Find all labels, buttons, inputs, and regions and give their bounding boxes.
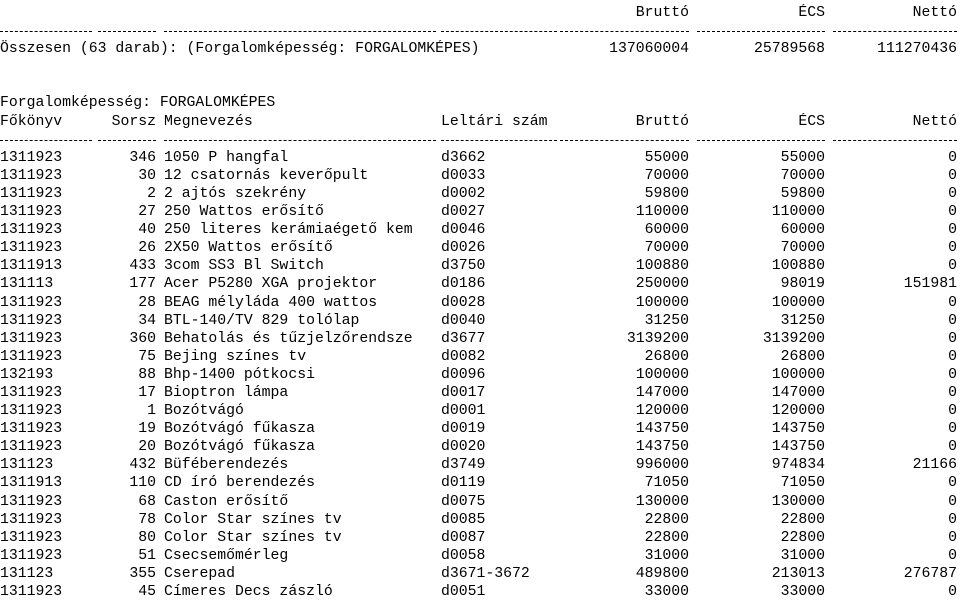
cell-sorsz: 34 <box>138 312 156 329</box>
cell-sorsz: 433 <box>129 258 156 275</box>
cell-sorsz: 17 <box>138 384 156 401</box>
table-row <box>0 565 960 583</box>
cell-fokonyv: 1311923 <box>0 330 63 347</box>
cell-brutto: 120000 <box>635 403 689 420</box>
cell-sorsz: 68 <box>138 493 156 510</box>
cell-brutto: 147000 <box>635 384 689 401</box>
cell-megnevezes: Cserepad <box>164 565 236 582</box>
cell-leltari: d0001 <box>441 403 486 420</box>
summary-separator-line <box>0 22 960 40</box>
cell-ecs: 110000 <box>771 204 825 221</box>
cell-ecs: 98019 <box>780 276 825 293</box>
cell-fokonyv: 1311923 <box>0 312 63 329</box>
summary-brutto: 137060004 <box>609 41 689 58</box>
cell-ecs: 120000 <box>771 403 825 420</box>
cell-netto: 0 <box>948 312 957 329</box>
cell-megnevezes: Bozótvágó fűkasza <box>164 439 315 456</box>
cell-ecs: 100000 <box>771 366 825 383</box>
cell-sorsz: 1 <box>147 403 156 420</box>
cell-leltari: d3671-3672 <box>441 565 530 582</box>
cell-ecs: 31250 <box>780 312 825 329</box>
cell-sorsz: 346 <box>129 149 156 166</box>
cell-megnevezes: Címeres Decs zászló <box>164 584 333 600</box>
cell-megnevezes: 250 literes kerámiaégető kem <box>164 222 413 239</box>
cell-fokonyv: 1311923 <box>0 421 63 438</box>
cell-megnevezes: Behatolás és tűzjelzőrendsze <box>164 330 413 347</box>
cell-brutto: 130000 <box>635 493 689 510</box>
cell-netto: 0 <box>948 584 957 600</box>
cell-megnevezes: BTL-140/TV 829 tolólap <box>164 312 360 329</box>
table-row <box>0 384 960 402</box>
cell-megnevezes: Csecsemőmérleg <box>164 547 289 564</box>
separator-dash <box>833 31 957 32</box>
cell-sorsz: 88 <box>138 366 156 383</box>
cell-leltari: d0033 <box>441 167 486 184</box>
cell-fokonyv: 1311923 <box>0 511 63 528</box>
section-title-line <box>0 94 960 112</box>
table-row <box>0 456 960 474</box>
cell-fokonyv: 131113 <box>0 276 54 293</box>
column-header-brutto: Bruttó <box>635 113 689 130</box>
column-separator-line <box>0 131 960 149</box>
cell-fokonyv: 1311913 <box>0 475 63 492</box>
cell-brutto: 26800 <box>644 348 689 365</box>
table-row <box>0 583 960 601</box>
cell-megnevezes: 250 Wattos erősítő <box>164 204 324 221</box>
cell-brutto: 60000 <box>644 222 689 239</box>
cell-leltari: d0020 <box>441 439 486 456</box>
cell-netto: 0 <box>948 384 957 401</box>
cell-megnevezes: 12 csatornás keverőpult <box>164 167 369 184</box>
cell-leltari: d3677 <box>441 330 486 347</box>
cell-fokonyv: 1311923 <box>0 149 63 166</box>
cell-ecs: 55000 <box>780 149 825 166</box>
cell-leltari: d3749 <box>441 457 486 474</box>
column-header-sorsz: Sorsz <box>111 113 156 130</box>
column-header-netto: Nettó <box>912 113 957 130</box>
cell-leltari: d0058 <box>441 547 486 564</box>
cell-leltari: d3750 <box>441 258 486 275</box>
table-row <box>0 167 960 185</box>
table-row <box>0 474 960 492</box>
cell-ecs: 143750 <box>771 421 825 438</box>
cell-fokonyv: 1311923 <box>0 403 63 420</box>
cell-megnevezes: 1050 P hangfal <box>164 149 289 166</box>
separator-dash <box>833 140 957 141</box>
cell-ecs: 143750 <box>771 439 825 456</box>
summary-header-ecs: ÉCS <box>798 5 825 21</box>
cell-fokonyv: 1311923 <box>0 240 63 257</box>
separator-dash <box>441 140 557 141</box>
cell-fokonyv: 1311923 <box>0 294 63 311</box>
separator-dash <box>697 31 825 32</box>
cell-brutto: 22800 <box>644 511 689 528</box>
cell-sorsz: 360 <box>129 330 156 347</box>
cell-leltari: d0085 <box>441 511 486 528</box>
cell-brutto: 3139200 <box>626 330 689 347</box>
cell-fokonyv: 1311923 <box>0 167 63 184</box>
cell-sorsz: 177 <box>129 276 156 293</box>
cell-sorsz: 20 <box>138 439 156 456</box>
table-row <box>0 493 960 511</box>
cell-netto: 0 <box>948 348 957 365</box>
cell-leltari: d0096 <box>441 366 486 383</box>
cell-brutto: 59800 <box>644 185 689 202</box>
cell-megnevezes: BEAG mélyláda 400 wattos <box>164 294 378 311</box>
cell-brutto: 250000 <box>635 276 689 293</box>
cell-leltari: d0119 <box>441 475 486 492</box>
summary-header-line <box>0 4 960 22</box>
cell-ecs: 22800 <box>780 511 825 528</box>
cell-netto: 0 <box>948 258 957 275</box>
cell-netto: 0 <box>948 547 957 564</box>
cell-leltari: d0017 <box>441 384 486 401</box>
cell-sorsz: 28 <box>138 294 156 311</box>
summary-header-brutto: Bruttó <box>635 5 689 21</box>
cell-ecs: 70000 <box>780 167 825 184</box>
table-row <box>0 330 960 348</box>
column-header-fokonyv: Főkönyv <box>0 113 63 130</box>
cell-fokonyv: 1311923 <box>0 439 63 456</box>
separator-dash <box>560 140 689 141</box>
table-row <box>0 348 960 366</box>
cell-brutto: 33000 <box>644 584 689 600</box>
cell-netto: 21166 <box>912 457 957 474</box>
separator-dash <box>697 140 825 141</box>
column-header-megnevezes: Megnevezés <box>164 113 253 130</box>
cell-megnevezes: 2 ajtós szekrény <box>164 185 307 202</box>
cell-fokonyv: 1311923 <box>0 547 63 564</box>
cell-sorsz: 355 <box>129 565 156 582</box>
separator-dash <box>98 140 156 141</box>
cell-fokonyv: 1311923 <box>0 348 63 365</box>
spacer <box>0 58 960 76</box>
column-header-leltari: Leltári szám <box>441 113 548 130</box>
cell-netto: 0 <box>948 149 957 166</box>
cell-ecs: 71050 <box>780 475 825 492</box>
cell-sorsz: 30 <box>138 167 156 184</box>
separator-dash <box>560 31 689 32</box>
cell-megnevezes: Bhp-1400 pótkocsi <box>164 366 315 383</box>
cell-leltari: d0082 <box>441 348 486 365</box>
cell-netto: 0 <box>948 511 957 528</box>
cell-megnevezes: Bioptron lámpa <box>164 384 289 401</box>
cell-leltari: d0075 <box>441 493 486 510</box>
cell-sorsz: 78 <box>138 511 156 528</box>
cell-sorsz: 110 <box>129 475 156 492</box>
cell-leltari: d0046 <box>441 222 486 239</box>
table-row <box>0 312 960 330</box>
cell-brutto: 143750 <box>635 421 689 438</box>
table-row <box>0 366 960 384</box>
cell-sorsz: 27 <box>138 204 156 221</box>
cell-netto: 0 <box>948 529 957 546</box>
cell-ecs: 130000 <box>771 493 825 510</box>
table-row <box>0 203 960 221</box>
cell-megnevezes: Acer P5280 XGA projektor <box>164 276 378 293</box>
cell-ecs: 26800 <box>780 348 825 365</box>
cell-leltari: d0027 <box>441 204 486 221</box>
cell-netto: 0 <box>948 167 957 184</box>
cell-megnevezes: CD író berendezés <box>164 475 315 492</box>
cell-brutto: 489800 <box>635 565 689 582</box>
cell-sorsz: 45 <box>138 584 156 600</box>
cell-megnevezes: Bozótvágó fűkasza <box>164 421 315 438</box>
cell-brutto: 70000 <box>644 167 689 184</box>
cell-netto: 0 <box>948 330 957 347</box>
cell-ecs: 213013 <box>771 565 825 582</box>
cell-ecs: 3139200 <box>762 330 825 347</box>
section-title: Forgalomképesség: FORGALOMKÉPES <box>0 95 276 112</box>
table-row <box>0 529 960 547</box>
cell-ecs: 147000 <box>771 384 825 401</box>
summary-label: Összesen (63 darab): (Forgalomképesség: FORGALOMKÉPES) <box>0 41 480 58</box>
cell-leltari: d0028 <box>441 294 486 311</box>
cell-leltari: d0087 <box>441 529 486 546</box>
cell-brutto: 70000 <box>644 240 689 257</box>
table-row <box>0 149 960 167</box>
cell-ecs: 22800 <box>780 529 825 546</box>
cell-brutto: 143750 <box>635 439 689 456</box>
table-body <box>0 149 960 601</box>
cell-netto: 0 <box>948 294 957 311</box>
cell-ecs: 59800 <box>780 185 825 202</box>
cell-sorsz: 19 <box>138 421 156 438</box>
cell-brutto: 71050 <box>644 475 689 492</box>
column-header-row <box>0 113 960 131</box>
cell-megnevezes: 3com SS3 Bl Switch <box>164 258 324 275</box>
summary-ecs: 25789568 <box>753 41 825 58</box>
cell-leltari: d0040 <box>441 312 486 329</box>
cell-megnevezes: Büféberendezés <box>164 457 289 474</box>
cell-netto: 276787 <box>903 565 957 582</box>
cell-brutto: 100000 <box>635 366 689 383</box>
cell-brutto: 100000 <box>635 294 689 311</box>
cell-ecs: 100880 <box>771 258 825 275</box>
cell-netto: 0 <box>948 493 957 510</box>
cell-ecs: 31000 <box>780 547 825 564</box>
cell-ecs: 70000 <box>780 240 825 257</box>
cell-netto: 151981 <box>903 276 957 293</box>
cell-leltari: d0019 <box>441 421 486 438</box>
cell-sorsz: 40 <box>138 222 156 239</box>
cell-brutto: 22800 <box>644 529 689 546</box>
table-row <box>0 547 960 565</box>
cell-leltari: d0026 <box>441 240 486 257</box>
cell-ecs: 100000 <box>771 294 825 311</box>
table-row <box>0 221 960 239</box>
cell-sorsz: 432 <box>129 457 156 474</box>
cell-netto: 0 <box>948 475 957 492</box>
cell-brutto: 31000 <box>644 547 689 564</box>
separator-dash <box>98 31 156 32</box>
table-row <box>0 294 960 312</box>
table-row <box>0 420 960 438</box>
column-header-ecs: ÉCS <box>798 113 825 130</box>
cell-fokonyv: 1311923 <box>0 185 63 202</box>
cell-sorsz: 2 <box>147 185 156 202</box>
cell-megnevezes: Bejing színes tv <box>164 348 307 365</box>
cell-megnevezes: Color Star színes tv <box>164 529 342 546</box>
separator-dash <box>0 140 92 141</box>
summary-header-netto: Nettó <box>912 5 957 21</box>
cell-netto: 0 <box>948 403 957 420</box>
cell-fokonyv: 131123 <box>0 565 54 582</box>
cell-fokonyv: 1311923 <box>0 222 63 239</box>
cell-megnevezes: 2X50 Wattos erősítő <box>164 240 333 257</box>
separator-dash <box>164 140 436 141</box>
cell-ecs: 974834 <box>771 457 825 474</box>
cell-megnevezes: Bozótvágó <box>164 403 244 420</box>
cell-megnevezes: Color Star színes tv <box>164 511 342 528</box>
cell-fokonyv: 1311923 <box>0 204 63 221</box>
cell-brutto: 110000 <box>635 204 689 221</box>
cell-brutto: 31250 <box>644 312 689 329</box>
summary-row <box>0 40 960 58</box>
cell-fokonyv: 1311923 <box>0 384 63 401</box>
cell-fokonyv: 1311923 <box>0 529 63 546</box>
cell-leltari: d0051 <box>441 584 486 600</box>
cell-fokonyv: 1311913 <box>0 258 63 275</box>
cell-netto: 0 <box>948 366 957 383</box>
cell-fokonyv: 1311923 <box>0 493 63 510</box>
cell-sorsz: 80 <box>138 529 156 546</box>
cell-leltari: d0002 <box>441 185 486 202</box>
table-row <box>0 438 960 456</box>
cell-netto: 0 <box>948 185 957 202</box>
separator-dash <box>164 31 436 32</box>
cell-netto: 0 <box>948 222 957 239</box>
cell-ecs: 60000 <box>780 222 825 239</box>
cell-sorsz: 75 <box>138 348 156 365</box>
cell-ecs: 33000 <box>780 584 825 600</box>
cell-sorsz: 51 <box>138 547 156 564</box>
separator-dash <box>0 31 92 32</box>
table-row <box>0 239 960 257</box>
summary-netto: 111270436 <box>877 41 957 58</box>
spacer <box>0 76 960 94</box>
cell-brutto: 100880 <box>635 258 689 275</box>
cell-sorsz: 26 <box>138 240 156 257</box>
table-row <box>0 275 960 293</box>
table-row <box>0 257 960 275</box>
separator-dash <box>441 31 557 32</box>
table-row <box>0 185 960 203</box>
cell-netto: 0 <box>948 439 957 456</box>
cell-brutto: 996000 <box>635 457 689 474</box>
table-row <box>0 511 960 529</box>
cell-fokonyv: 131123 <box>0 457 54 474</box>
cell-megnevezes: Caston erősítő <box>164 493 289 510</box>
table-row <box>0 402 960 420</box>
cell-netto: 0 <box>948 421 957 438</box>
cell-fokonyv: 1311923 <box>0 584 63 600</box>
cell-netto: 0 <box>948 240 957 257</box>
cell-leltari: d3662 <box>441 149 486 166</box>
inventory-report <box>0 4 960 601</box>
cell-fokonyv: 132193 <box>0 366 54 383</box>
cell-leltari: d0186 <box>441 276 486 293</box>
cell-netto: 0 <box>948 204 957 221</box>
cell-brutto: 55000 <box>644 149 689 166</box>
